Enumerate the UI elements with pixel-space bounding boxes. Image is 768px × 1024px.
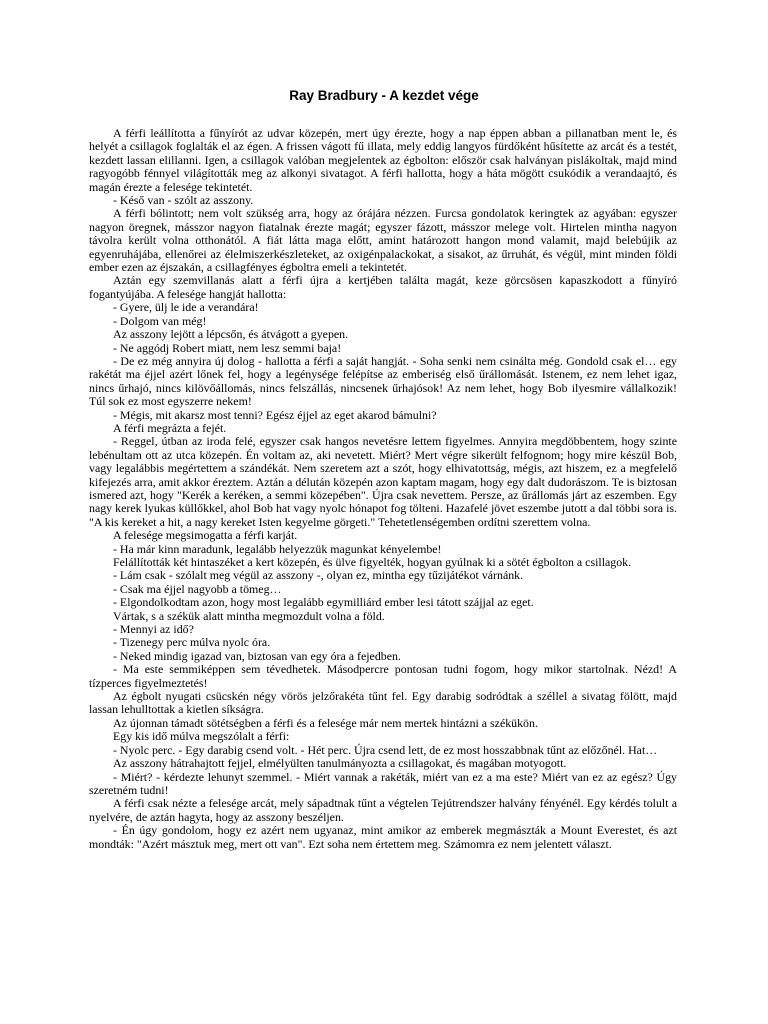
document-body — [89, 127, 677, 851]
paragraph: - Nyolc perc. - Egy darabig csend volt. - Hét perc. Újra csend lett, de ez most hosszabbnak tűnt az előzőnél. Hat… — [113, 742, 658, 757]
paragraph: - Gyere, ülj le ide a verandára! — [113, 300, 259, 315]
paragraph: Aztán egy szemvillanás alatt a férfi újra a kertjében találta magát, keze görcsösen kapaszkodott a fűnyíró fogantyújába. A felesége hangját hallotta: — [89, 273, 677, 301]
paragraph: Felállították két hintaszéket a kert közepén, és ülve figyelték, hogyan gyúlnak ki a sötét égbolton a csillagok. — [113, 555, 632, 569]
paragraph: A férfi megrázta a fejét. — [113, 420, 227, 435]
paragraph: - Tizenegy perc múlva nyolc óra. — [113, 635, 271, 650]
paragraph: Az asszony lejött a lépcsőn, és átvágott a gyepen. — [113, 327, 349, 342]
paragraph: Vártak, s a székük alatt mintha megmozdult volna a föld. — [113, 608, 385, 623]
paragraph: - Reggel, útban az iroda felé, egyszer csak hangos nevetésre lettem figyelmes. Annyira megdöbbentem, hogy szinte lebénultam ott az utca közepén. Én voltam az, aki nevetett. Miért? Mert végre sikerült felfognom; hogy mire készül Bob, vagy legalábbis megértettem a szándékát. Nem szeretem azt a szót, hogy elhivatottság, mégis, azt hiszem, ez a megfelelő kifejezés arra, amit akkor éreztem. Aztán a délután közepén azon kaptam magam, hogy egy dalt dudorászom. Te is biztosan ismered azt, hogy "Kerék a keréken, a semmi közepében". Újra csak nevettem. Persze, az űrállomás járt az eszemben. Egy nagy kerek lyukas küllőkkel, ahol Bob hat vagy nyolc hónapot fog tölteni. Hazafelé jövet eszembe jutott a dal többi sora is. "A kis kereket a hit, a nagy kereket Isten kegyelme görgeti." Tehetetlenségemben ordítni szerettem volna. — [89, 434, 677, 529]
paragraph: - Csak ma éjjel nagyobb a tömeg… — [113, 581, 282, 596]
paragraph: - Én úgy gondolom, hogy ez azért nem ugyanaz, mint amikor az emberek megmászták a Mount Everestet, és azt mondták: "Azért másztuk meg, mert ott van". Ezt soha nem értettem meg. Számomra ez nem jelentett választ. — [89, 823, 677, 851]
paragraph: - Mennyi az idő? — [113, 622, 194, 637]
paragraph: - Miért? - kérdezte lehunyt szemmel. - Miért vannak a rakéták, miért van ez a ma este? Miért van ez az egész? Úgy szeretném tudni! — [89, 769, 677, 797]
paragraph: - Késő van - szólt az asszony. — [113, 193, 254, 208]
paragraph: - Ha már kinn maradunk, legalább helyezzük magunkat kényelembe! — [113, 541, 442, 556]
paragraph: Egy kis idő múlva megszólalt a férfi: — [113, 729, 290, 744]
paragraph: A felesége megsimogatta a férfi karját. — [113, 528, 298, 543]
paragraph: - Lám csak - szólalt meg végül az asszony -, olyan ez, mintha egy tűzijátékot várnánk. — [113, 568, 524, 583]
paragraph: Az égbolt nyugati csücskén négy vörös jelzőrakéta tűnt fel. Egy darabig sodródtak a széllel a sivatag fölött, majd lassan lehulltottak a kietlen síkságra. — [89, 689, 677, 717]
paragraph: - Ne aggódj Robert miatt, nem lesz semmi baja! — [113, 340, 342, 355]
paragraph: Az asszony hátrahajtott fejjel, elmélyülten tanulmányozta a csillagokat, és magában motyogott. — [113, 756, 567, 771]
document-title: Ray Bradbury - A kezdet vége — [289, 88, 479, 103]
paragraph: - Elgondolkodtam azon, hogy most legalább egymilliárd ember lesi tátott szájjal az eget. — [113, 595, 534, 610]
paragraph: - Dolgom van még! — [113, 313, 207, 328]
paragraph: - Neked mindig igazad van, biztosan van egy óra a fejedben. — [113, 648, 401, 663]
paragraph: A férfi leállította a fűnyírót az udvar közepén, mert úgy érezte, hogy a nap éppen abban a pillanatban ment le, és helyét a csillagok foglalták el az égen. A frissen vágott fű illata, mely eddig langyos fürdőként hűsítette az arcát és a testét, kezdett lassan elillanni. Igen, a csillagok valóban megjelentek az égbolton: először csak halványan pislákoltak, majd mind ragyogóbb fénnyel világították meg az alkonyi sivatagot. A férfi hallotta, hogy a háta mögött csukódik a verandaajtó, és magán érezte a felesége tekintetét. — [89, 126, 677, 194]
paragraph: - Ma este semmiképpen sem tévedhetek. Másodpercre pontosan tudni fogom, hogy mikor startolnak. Nézd! A tízperces figyelmeztetés! — [89, 662, 677, 690]
paragraph: - Mégis, mit akarsz most tenni? Egész éjjel az eget akarod bámulni? — [113, 407, 437, 422]
paragraph: - De ez még annyira új dolog - hallotta a férfi a saját hangját. - Soha senki nem csinálta még. Gondold csak el… egy rakétát ma éjjel azért lőnek fel, hogy a legénysége felépítse az emberiség első űrállomását. Istenem, ez nem lehet igaz, nincs űrhajó, nincs kilövőállomás, nincs felszállás, nincsenek űrhajósok! Az nem lehet, hogy Bob ilyesmire vállalkozik! Túl sok ez most egyszerre nekem! — [89, 353, 677, 409]
paragraph: A férfi bólintott; nem volt szükség arra, hogy az órájára nézzen. Furcsa gondolatok keringtek az agyában: egyszer nagyon öregnek, másszor nagyon fiatalnak érezte magát; egyszer fázott, másszor melege volt. Hirtelen mintha nagyon távolra került volna otthonától. A fiát látta maga előtt, amint határozott hangon mond valamit, majd belebújik az egyenruhájába, ellenőrei az élelmiszerkészleteket, az oxigénpalackokat, a sisakot, az űrruhát, és végül, mint minden földi ember ezen az éjszakán, a csillagfényes égboltra emeli a tekintetét. — [89, 206, 677, 275]
paragraph: Az újonnan támadt sötétségben a férfi és a felesége már nem mertek hintázni a székükön. — [113, 715, 538, 730]
paragraph: A férfi csak nézte a felesége arcát, mely sápadtnak tűnt a végtelen Tejútrendszer halvány fényénél. Egy kérdés tolult a nyelvére, de aztán hagyta, hogy az asszony beszéljen. — [89, 796, 677, 824]
